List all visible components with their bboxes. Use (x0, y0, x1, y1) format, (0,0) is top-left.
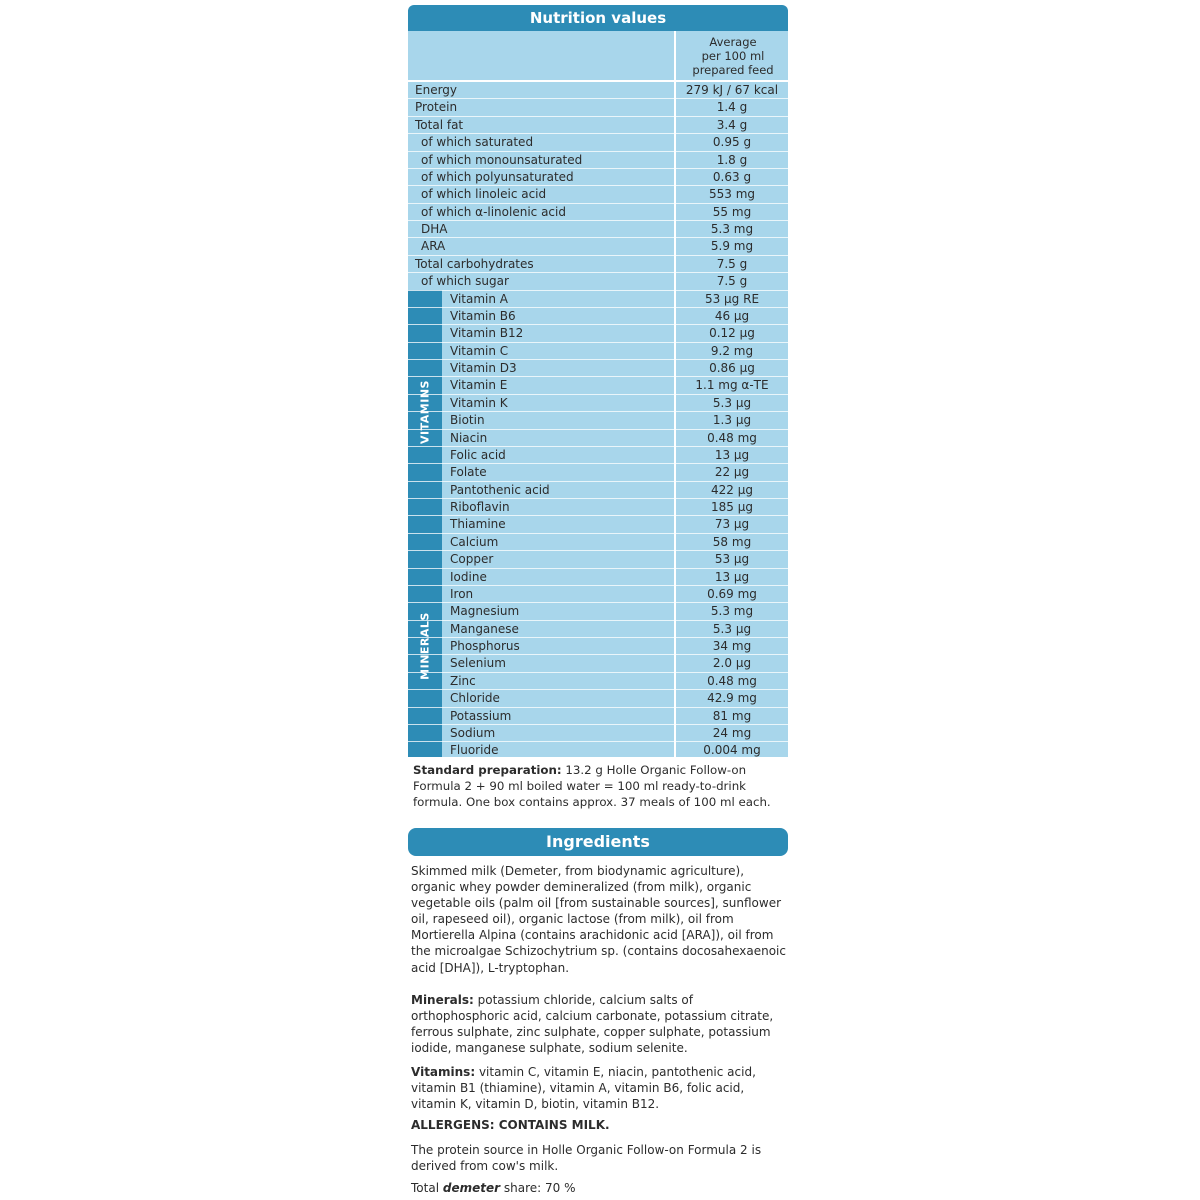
column-header-line: per 100 ml (701, 49, 765, 63)
nutrition-row (408, 273, 788, 290)
nutrient-value: 0.63 g (712, 169, 752, 184)
nutrient-value: 5.3 mg (710, 604, 754, 619)
nutrient-label: Total fat (415, 117, 464, 132)
nutrition-row (408, 221, 788, 238)
nutrition-row (408, 325, 788, 342)
nutrient-label: Phosphorus (450, 639, 520, 653)
nutrient-label: Folic acid (450, 447, 506, 462)
nutrient-label: Vitamin E (450, 378, 508, 393)
nutrient-value: 5.3 µg (712, 395, 752, 410)
nutrient-value: 0.95 g (712, 135, 752, 150)
nutrient-value: 553 mg (708, 187, 756, 202)
nutrient-label: Vitamin B6 (450, 308, 516, 323)
nutrition-row (408, 395, 788, 412)
nutrient-value: 3.4 g (716, 117, 748, 132)
nutrient-label: Selenium (450, 656, 506, 671)
nutrient-label: Vitamin A (450, 291, 508, 306)
nutrition-row (408, 134, 788, 151)
nutrition-row (408, 621, 788, 638)
minerals-band-label: MINERALS (418, 611, 432, 680)
nutrition-row (408, 742, 788, 759)
nutrient-label: Thiamine (450, 517, 506, 532)
nutrient-value: 5.3 µg (712, 621, 752, 636)
nutrition-row (408, 464, 788, 481)
column-header-line: prepared feed (692, 63, 774, 77)
nutrition-row (408, 499, 788, 516)
column-header (408, 31, 788, 82)
demeter-word: demeter (442, 1181, 501, 1195)
nutrient-label: of which α-linolenic acid (421, 204, 566, 219)
ingredients-vitamins (411, 1064, 791, 1112)
nutrient-label: Vitamin D3 (450, 361, 517, 375)
nutrition-row (408, 534, 788, 551)
nutrient-value: 7.5 g (716, 274, 748, 289)
column-header-text (678, 35, 788, 77)
nutrition-row (408, 343, 788, 360)
nutrient-value: 185 µg (711, 500, 753, 514)
nutrition-row (408, 447, 788, 464)
nutrient-label: Riboflavin (450, 500, 510, 514)
nutrient-value: 0.12 µg (709, 326, 755, 341)
nutrition-row (408, 569, 788, 586)
ingredients-vitamins-text: vitamin C, vitamin E, niacin, pantothenic acid, vitamin B1 (thiamine), vitamin A, vitamin B6, folic acid, vitamin K, vitamin D, biotin, vitamin B12. (411, 1065, 756, 1112)
nutrition-row (408, 377, 788, 394)
vitamins-band-label: VITAMINS (418, 380, 432, 444)
nutrition-rows (408, 82, 788, 760)
nutrient-label: Energy (415, 83, 458, 97)
nutrient-label: of which sugar (421, 274, 509, 289)
nutrition-row (408, 412, 788, 429)
nutrition-row (408, 655, 788, 672)
nutrient-value: 5.9 mg (710, 239, 754, 254)
nutrient-label: ARA (421, 239, 446, 254)
nutrient-label: of which linoleic acid (421, 187, 547, 202)
nutrient-label: Manganese (450, 621, 519, 636)
nutrient-value: 1.1 mg α-TE (695, 378, 769, 393)
nutrient-value: 58 mg (712, 534, 752, 549)
nutrient-label: Iron (450, 586, 474, 601)
nutrient-value: 81 mg (712, 708, 752, 723)
nutrition-row (408, 308, 788, 325)
nutrient-value: 0.48 mg (707, 673, 757, 688)
nutrient-value: 1.8 g (716, 152, 748, 167)
nutrient-value: 24 mg (712, 725, 752, 740)
nutrition-row (408, 117, 788, 134)
nutrition-row (408, 291, 788, 308)
nutrient-value: 53 µg (714, 552, 750, 567)
standard-preparation-text: 13.2 g Holle Organic Follow-on Formula 2 + 90 ml boiled water = 100 ml ready-to-drink formula. One box contains approx. 37 meals of 100 ml each. (413, 763, 771, 809)
nutrient-label: Vitamin K (450, 395, 508, 410)
demeter-share-value: share: 70 % (503, 1181, 576, 1195)
nutrient-label: of which saturated (421, 135, 534, 150)
nutrition-row (408, 673, 788, 690)
nutrient-value: 46 µg (714, 308, 750, 323)
standard-preparation-label: Standard preparation: (413, 763, 562, 777)
ingredients-minerals-text: potassium chloride, calcium salts of orthophosphoric acid, calcium carbonate, potassium citrate, ferrous sulphate, zinc sulphate, copper sulphate, potassium iodide, manganese sulphate, sodium selenite. (411, 993, 774, 1056)
nutrient-value: 422 µg (711, 482, 753, 497)
nutrient-value: 0.86 µg (709, 361, 755, 375)
nutrient-label: Folate (450, 465, 487, 480)
standard-preparation (413, 762, 791, 810)
demeter-label: Total (411, 1181, 440, 1195)
nutrition-title: Nutrition values (408, 5, 788, 31)
nutrient-value: 5.3 mg (710, 222, 754, 236)
nutrition-row (408, 430, 788, 447)
nutrient-label: of which polyunsaturated (421, 169, 574, 184)
nutrition-row (408, 360, 788, 377)
nutrient-value: 2.0 µg (712, 656, 752, 671)
allergens: ALLERGENS: CONTAINS MILK. (411, 1118, 610, 1132)
nutrient-label: Magnesium (450, 604, 520, 619)
nutrient-value: 73 µg (714, 517, 750, 532)
ingredients-vitamins-label: Vitamins: (411, 1065, 476, 1079)
nutrition-row (408, 516, 788, 533)
nutrient-label: Pantothenic acid (450, 482, 550, 497)
ingredients-title: Ingredients (408, 828, 788, 856)
nutrient-label: Total carbohydrates (415, 256, 534, 271)
nutrition-table (408, 31, 788, 757)
nutrition-row (408, 204, 788, 221)
nutrient-label: Vitamin C (450, 343, 509, 358)
nutrient-value: 7.5 g (716, 256, 748, 271)
nutrition-row (408, 82, 788, 99)
ingredients-minerals (411, 992, 791, 1056)
nutrient-label: Niacin (450, 430, 488, 445)
nutrition-row (408, 256, 788, 273)
nutrient-label: of which monounsaturated (421, 152, 583, 167)
nutrient-label: Calcium (450, 534, 499, 549)
nutrient-label: Iodine (450, 569, 487, 584)
nutrient-value: 34 mg (712, 639, 752, 653)
nutrient-label: Vitamin B12 (450, 326, 524, 341)
nutrient-value: 22 µg (714, 465, 750, 480)
nutrient-label: Zinc (450, 673, 476, 688)
nutrition-row (408, 586, 788, 603)
ingredients-minerals-label: Minerals: (411, 993, 474, 1007)
nutrient-value: 1.4 g (716, 100, 748, 115)
nutrient-value: 55 mg (712, 204, 752, 219)
nutrient-label: Fluoride (450, 743, 499, 758)
nutrition-row (408, 725, 788, 742)
nutrient-label: DHA (421, 222, 448, 236)
nutrient-label: Protein (415, 100, 458, 115)
nutrient-value: 53 µg RE (704, 291, 760, 306)
nutrient-value: 279 kJ / 67 kcal (685, 83, 779, 97)
nutrient-label: Potassium (450, 708, 512, 723)
nutrition-row (408, 169, 788, 186)
nutrition-row (408, 638, 788, 655)
nutrition-row (408, 186, 788, 203)
nutrition-row (408, 690, 788, 707)
column-header-line: Average (709, 35, 757, 49)
nutrient-value: 13 µg (714, 569, 750, 584)
nutrient-label: Chloride (450, 691, 500, 706)
nutrient-value: 0.48 mg (707, 430, 757, 445)
nutrition-row (408, 238, 788, 255)
nutrition-row (408, 603, 788, 620)
nutrient-value: 13 µg (714, 447, 750, 462)
nutrient-label: Copper (450, 552, 494, 567)
ingredients-text: Skimmed milk (Demeter, from biodynamic agriculture), organic whey powder demineralized (from milk), organic vegetable oils (palm oil [from sustainable sources], sunflower oil, rapeseed oil), organic lactose (from milk), oil from Mortierella Alpina (contains arachidonic acid [ARA]), oil from the microalgae Schizochytrium sp. (contains docosahexaenoic acid [DHA]), L-tryptophan. (411, 864, 786, 975)
nutrient-value: 0.69 mg (707, 586, 757, 601)
nutrient-label: Biotin (450, 413, 485, 428)
nutrition-row (408, 152, 788, 169)
nutrition-row (408, 551, 788, 568)
nutrient-label: Sodium (450, 725, 496, 740)
nutrient-value: 0.004 mg (703, 743, 761, 758)
nutrient-value: 9.2 mg (710, 343, 754, 358)
nutrient-value: 42.9 mg (707, 691, 757, 706)
protein-source: The protein source in Holle Organic Follow-on Formula 2 is derived from cow's milk. (411, 1143, 762, 1174)
nutrition-row (408, 708, 788, 725)
nutrition-row (408, 482, 788, 499)
nutrient-value: 1.3 µg (712, 413, 752, 428)
demeter-share (411, 1180, 791, 1196)
nutrition-row (408, 99, 788, 116)
